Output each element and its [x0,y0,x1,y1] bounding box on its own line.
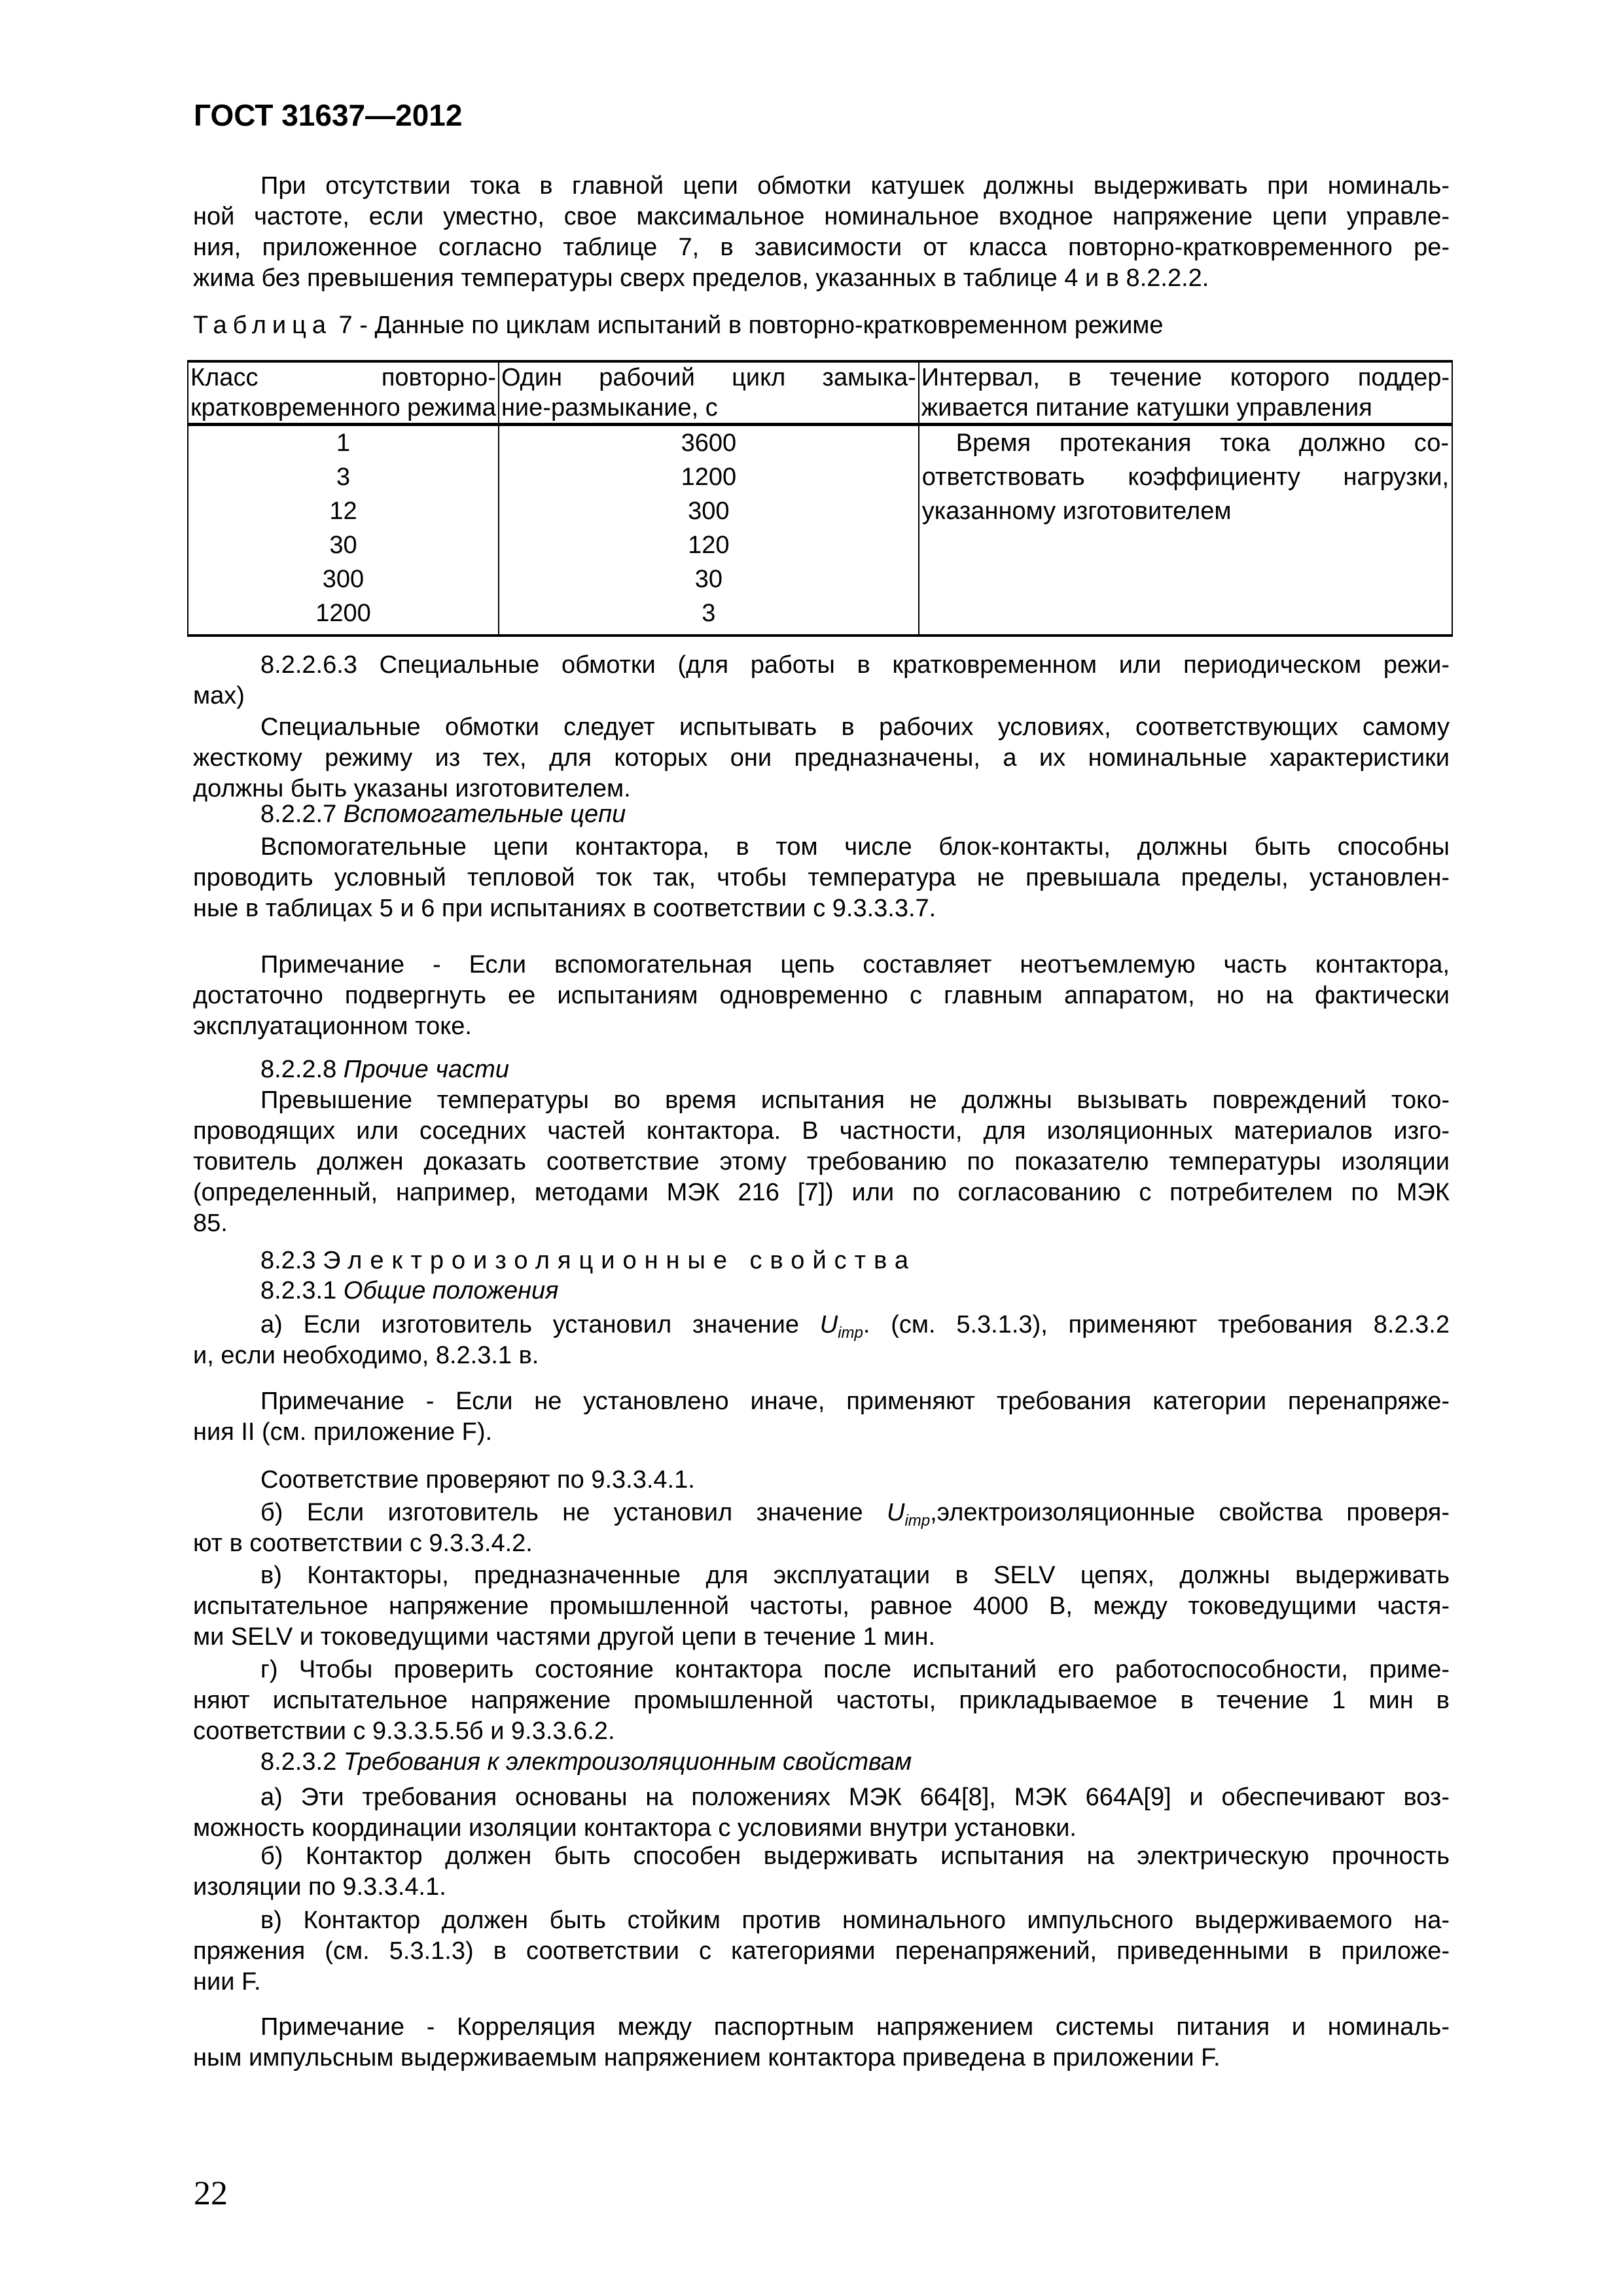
text-line: можность координации изоляции контактора с условиями внутри установки. [193,1814,1077,1842]
text-line: 85. [193,1210,228,1237]
section-8-2-3-2-heading [193,1747,1450,1778]
text-line: проводящих или соседних частей контактора. В частности, для изоляционных материалов изго- [193,1117,1450,1145]
heading-line [193,1276,1450,1306]
table-caption-text: 7 - Данные по циклам испытаний в повторно-кратковременном режиме [332,312,1164,339]
text-line: ной частоте, если уместно, свое максимальное номинальное входное напряжение цепи управле- [193,203,1450,230]
text-line: ния II (см. приложение F). [193,1418,493,1446]
text-line [193,1310,1450,1340]
cell-class: 3 [188,460,499,494]
text-line: (определенный, например, методами МЭК 216 [7]) или по согласованию с потребителем по МЭК [193,1179,1450,1206]
text-line: соответствии с 9.3.3.5.5б и 9.3.3.6.2. [193,1717,615,1745]
table-header-row [188,361,1452,425]
cell-class: 30 [188,528,499,562]
cell-cycle: 30 [499,562,919,596]
text-line: испытательное напряжение промышленной частоты, равное 4000 В, между токоведущими частя- [193,1592,1450,1620]
text-run: а) Если изготовитель установил значение [260,1311,820,1338]
header-line: Класс повторно- [190,364,496,391]
text-line: пряжения (см. 5.3.1.3) в соответствии с категориями перенапряжений, приведенными в приложе- [193,1937,1450,1965]
note-line: указанному изготовителем [921,497,1232,525]
text-run: . (см. 5.3.1.3), применяют требования 8.2.3.2 [863,1311,1450,1338]
section-number: 8.2.3 [260,1247,316,1274]
section-8-2-3-heading [193,1246,1450,1276]
text-line: нии F. [193,1968,261,1996]
section-number: 8.2.2.7 [260,800,337,828]
text-line: и, если необходимо, 8.2.3.1 в. [193,1342,539,1369]
text-line: в) Контакторы, предназначенные для эксплуатации в SELV цепях, должны выдерживать [260,1562,1450,1589]
paragraph-8-2-3-1-v [193,1560,1450,1653]
table-7 [187,360,1453,637]
cell-cycle: 1200 [499,460,919,494]
text-line: ми SELV и токоведущими частями другой цепи в течение 1 мин. [193,1623,936,1651]
text-line: товитель должен доказать соответствие этому требованию по показателю температуры изоляции [193,1148,1450,1175]
heading-line [193,1246,1450,1276]
paragraph-special-windings [193,712,1450,804]
document-header-title: ГОСТ 31637—2012 [194,98,463,132]
text-line: Специальные обмотки следует испытывать в рабочих условиях, соответствующих самому [260,713,1450,741]
text-line: Соответствие проверяют по 9.3.3.4.1. [260,1466,695,1494]
paragraph-8-2-3-2-b [193,1841,1450,1903]
text-line: проводить условный тепловой ток так, чтобы температура не превышала пределы, установлен- [193,864,1450,891]
text-line: г) Чтобы проверить состояние контактора после испытаний его работоспособности, приме- [260,1656,1450,1683]
cell-cycle: 300 [499,494,919,528]
heading-line [193,799,1450,830]
text-line: Примечание - Если вспомогательная цепь составляет неотъемлемую часть контактора, [260,951,1450,978]
section-8-2-2-7-heading [193,799,1450,830]
paragraph-intro [193,171,1450,294]
section-8-2-2-6-3-heading [193,650,1450,711]
text-line: должны быть указаны изготовителем. [193,775,631,802]
cell-interval-note [919,425,1452,636]
header-line: кратковременного режима [190,394,496,422]
text-line: ют в соответствии с 9.3.3.4.2. [193,1530,533,1557]
section-title: Электроизоляционные свойства [323,1247,916,1274]
note-line: Время протекания тока должно со- [955,429,1449,457]
paragraph-8-2-3-1-a [193,1310,1450,1371]
note-correlation [193,2012,1450,2073]
section-title: Общие положения [343,1277,559,1304]
cell-class: 1200 [188,596,499,636]
cell-cycle: 3 [499,596,919,636]
symbol-U: U [887,1499,905,1526]
cell-class: 12 [188,494,499,528]
header-line: Один рабочий цикл замыка- [501,364,916,391]
text-line: достаточно подвергнуть ее испытаниям одновременно с главным аппаратом, но на фактически [193,982,1450,1009]
text-line: жесткому режиму из тех, для которых они предназначены, а их номинальные характеристики [193,744,1450,772]
text-line: 8.2.2.6.3 Специальные обмотки (для работы в кратковременном или периодическом режи- [260,651,1450,679]
text-line: При отсутствии тока в главной цепи обмотки катушек должны выдерживать при номиналь- [260,172,1450,200]
table-caption-line [193,310,1450,341]
subscript-imp: imp [838,1324,863,1342]
section-title: Прочие части [343,1056,509,1083]
text-line: ным импульсным выдерживаемым напряжением контактора приведена в приложении F. [193,2044,1221,2072]
paragraph-aux-circuits [193,832,1450,924]
text-line: Вспомогательные цепи контактора, в том числе блок-контакты, должны быть способны [260,833,1450,861]
table-row [188,425,1452,461]
paragraph-8-2-3-1-g [193,1655,1450,1747]
text-run: ,электроизоляционные свойства проверя- [930,1499,1450,1526]
section-title: Требования к электроизоляционным свойствам [343,1748,912,1776]
text-line [193,1498,1450,1528]
column-header-interval [919,361,1452,425]
paragraph-other-parts [193,1085,1450,1239]
section-number: 8.2.2.8 [260,1056,337,1083]
cell-cycle: 3600 [499,425,919,461]
text-line: мах) [193,682,245,709]
column-header-cycle [499,361,919,425]
text-line: жима без превышения температуры сверх пределов, указанных в таблице 4 и в 8.2.2.2. [193,264,1209,292]
symbol-U: U [819,1311,838,1338]
cell-class: 1 [188,425,499,461]
text-line: Примечание - Корреляция между паспортным напряжением системы питания и номиналь- [260,2013,1450,2041]
text-line: Превышение температуры во время испытания не должны вызывать повреждений токо- [260,1086,1450,1114]
cell-class: 300 [188,562,499,596]
header-line: ние-размыкание, с [501,394,718,422]
header-line: живается питание катушки управления [921,394,1372,422]
section-number: 8.2.3.1 [260,1277,337,1304]
cell-cycle: 120 [499,528,919,562]
note-overvoltage-category [193,1386,1450,1448]
text-line: ные в таблицах 5 и 6 при испытаниях в соответствии с 9.3.3.3.7. [193,895,936,922]
column-header-class [188,361,499,425]
section-title: Вспомогательные цепи [343,800,626,828]
note-line: ответствовать коэффициенту нагрузки, [921,463,1449,491]
paragraph-8-2-3-2-v [193,1905,1450,1998]
paragraph-compliance-check [193,1465,1450,1496]
paragraph-8-2-3-2-a [193,1782,1450,1844]
text-line: эксплуатационном токе. [193,1013,472,1040]
header-line: Интервал, в течение которого поддер- [921,364,1450,391]
page-number: 22 [194,2175,228,2212]
section-number: 8.2.3.2 [260,1748,337,1776]
text-line: б) Контактор должен быть способен выдерживать испытания на электрическую прочность [260,1842,1450,1870]
text-line: в) Контактор должен быть стойким против номинального импульсного выдерживаемого на- [260,1907,1450,1934]
heading-line [193,1054,1450,1085]
section-8-2-3-1-heading [193,1276,1450,1306]
text-line: Примечание - Если не установлено иначе, применяют требования категории перенапряже- [260,1388,1450,1415]
subscript-imp: imp [904,1512,931,1530]
text-line: а) Эти требования основаны на положениях МЭК 664[8], МЭК 664А[9] и обеспечивают воз- [260,1784,1450,1811]
note-aux-circuits [193,950,1450,1042]
heading-line [193,1747,1450,1778]
section-8-2-2-8-heading [193,1054,1450,1085]
text-line: ния, приложенное согласно таблице 7, в зависимости от класса повторно-кратковременного ре- [193,234,1450,261]
text-run: б) Если изготовитель не установил значение [260,1499,887,1526]
paragraph-8-2-3-1-b [193,1498,1450,1559]
table-caption [193,310,1450,341]
text-line: няют испытательное напряжение промышленной частоты, прикладываемое в течение 1 мин в [193,1687,1450,1714]
table-caption-label: Таблица [193,312,332,339]
text-line: изоляции по 9.3.3.4.1. [193,1873,446,1901]
